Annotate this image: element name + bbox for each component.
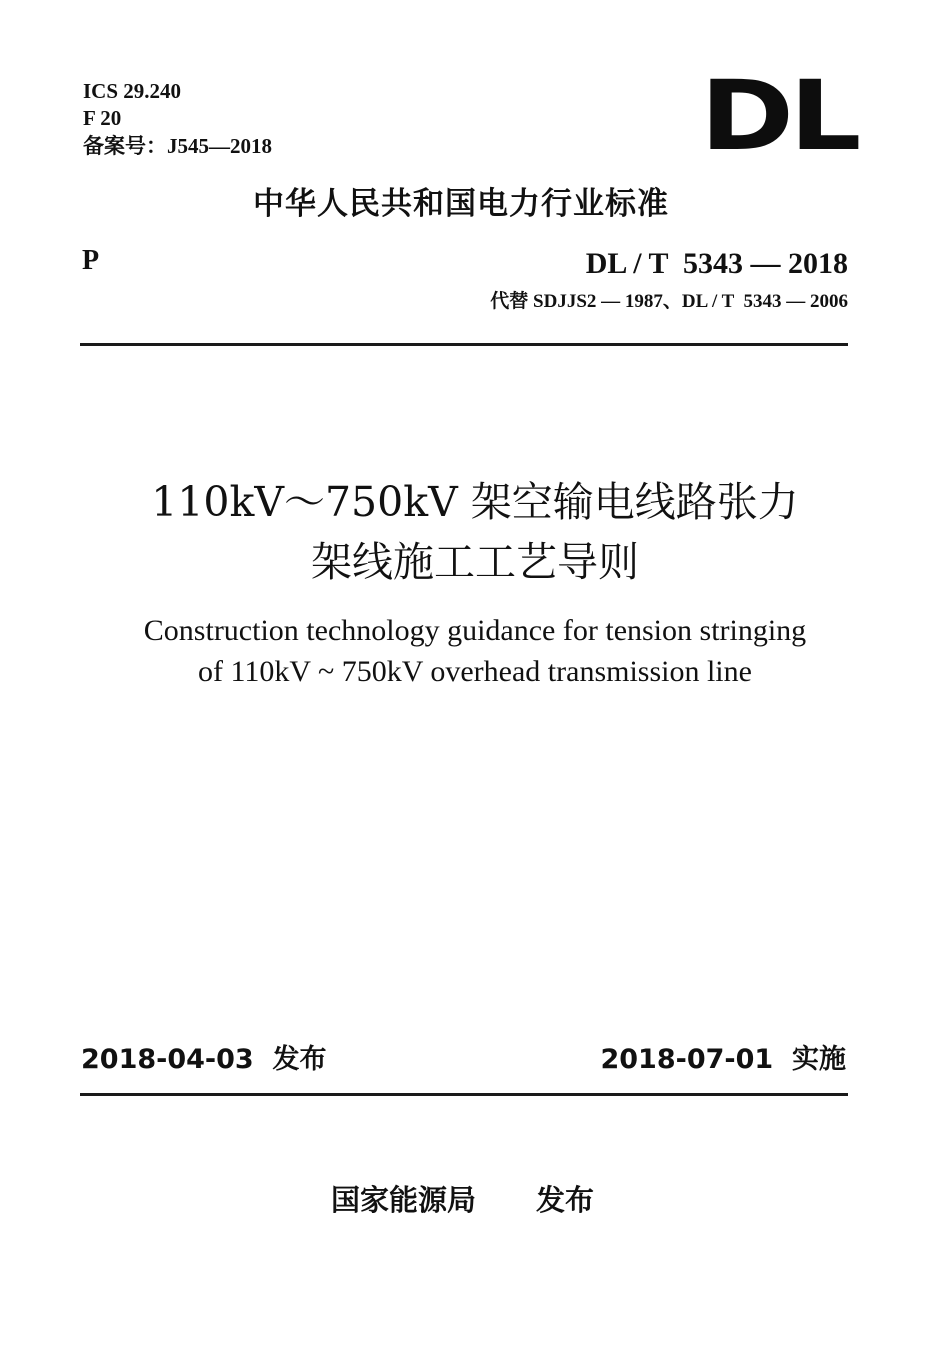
issue-date: 2018-04-03 发布 [81, 1044, 327, 1075]
english-title-line-2: of 110kV ~ 750kV overhead transmission line [198, 655, 752, 688]
replaces-standards: 代替 SDJJS2 — 1987、DL / T 5343 — 2006 [490, 291, 848, 312]
industry-standard-heading: 中华人民共和国电力行业标准 [253, 186, 669, 222]
filing-number: 备案号：J545—2018 [83, 134, 272, 158]
standard-number: DL / T 5343 — 2018 [585, 247, 848, 280]
chinese-title-line-2: 架线施工工艺导则 [311, 538, 639, 586]
ics-code: ICS 29.240 [83, 79, 182, 103]
footer-divider [80, 1093, 848, 1096]
dl-logo: DL [700, 60, 857, 172]
chinese-title-line-1: 110kV～750kV 架空输电线路张力 [151, 478, 799, 526]
category-code: F 20 [83, 106, 122, 130]
header-divider [80, 343, 848, 346]
implementation-date: 2018-07-01 实施 [600, 1044, 846, 1075]
publisher-name: 国家能源局 [331, 1183, 477, 1217]
classification-letter: P [82, 245, 100, 276]
english-title-line-1: Construction technology guidance for tension stringing [143, 614, 807, 647]
publish-label: 发布 [536, 1183, 595, 1217]
